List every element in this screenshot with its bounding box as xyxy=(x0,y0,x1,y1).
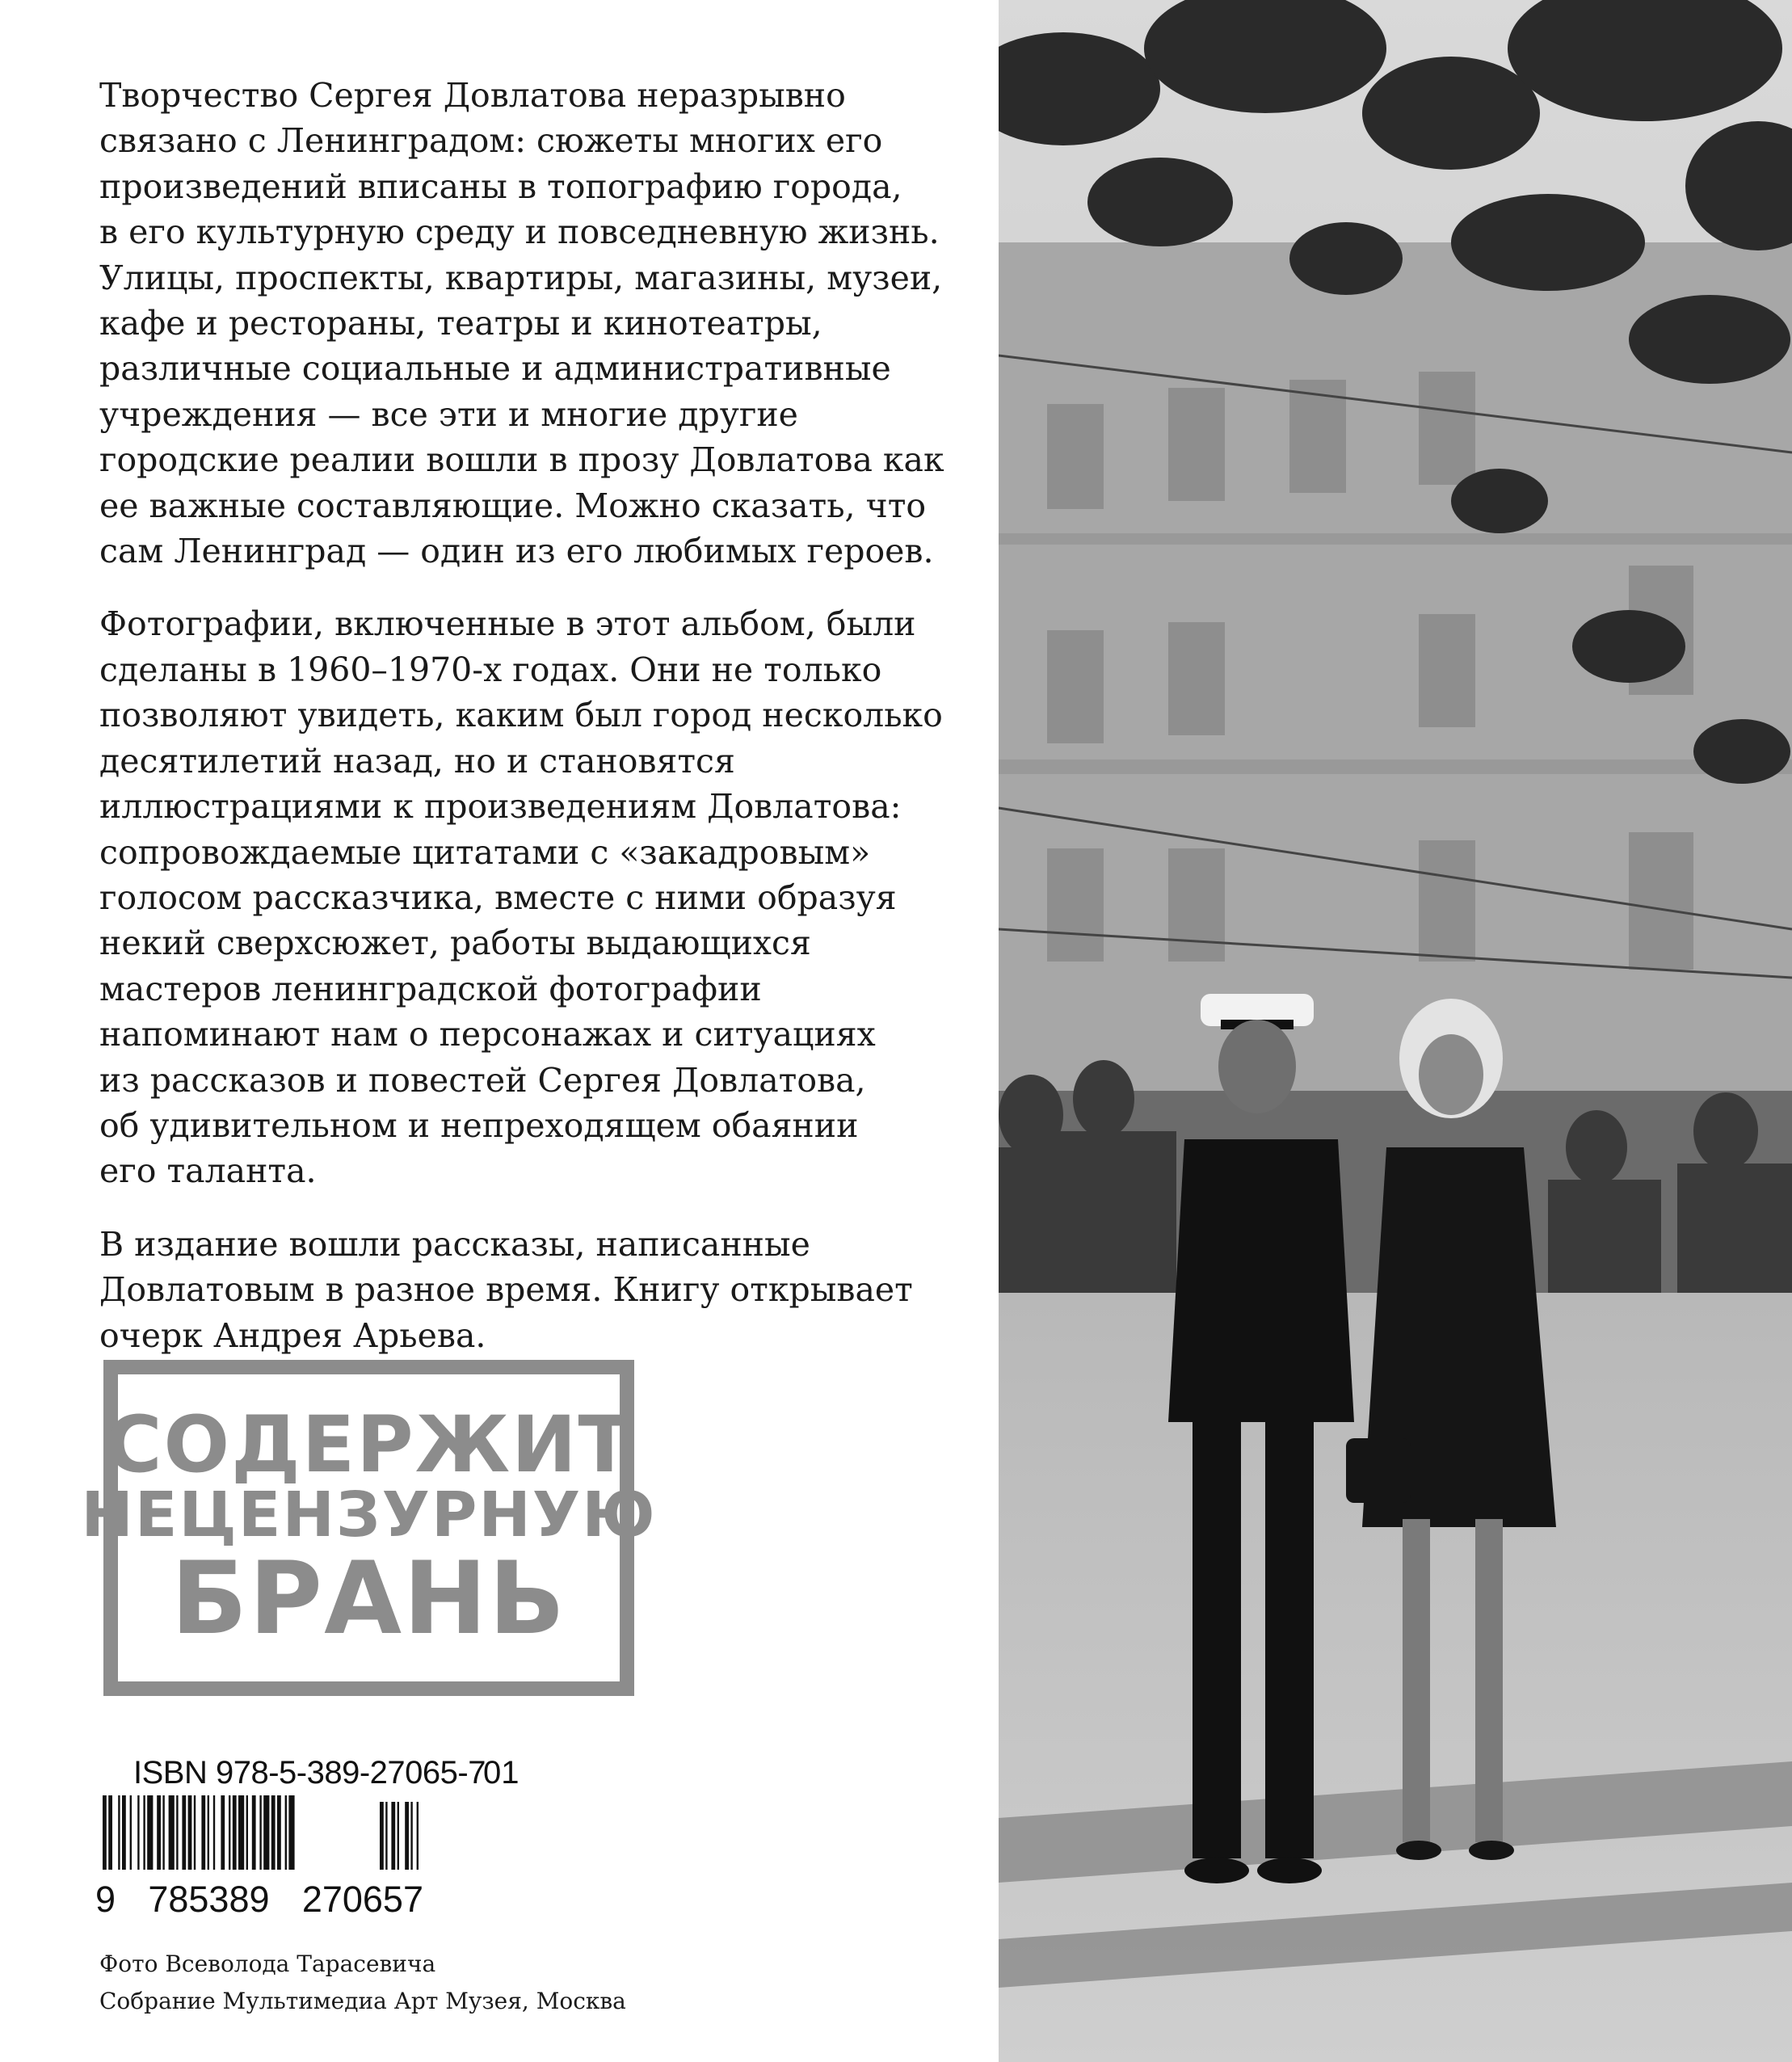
barcode-bar xyxy=(130,1795,132,1870)
isbn-barcode xyxy=(101,1795,424,1870)
barcode-bar xyxy=(182,1795,186,1870)
isbn-addon: 01 xyxy=(483,1755,520,1791)
text-line: Фотографии, включенные в этот альбом, были xyxy=(99,604,916,644)
barcode-bar xyxy=(271,1795,276,1870)
barcode-bar xyxy=(143,1795,145,1870)
text-line: В издание вошли рассказы, написанные xyxy=(99,1224,810,1264)
text-line: различные социальные и административные xyxy=(99,349,891,389)
credit-line-2: Собрание Мультимедиа Арт Музея, Москва xyxy=(99,1988,626,2014)
barcode-bar xyxy=(122,1795,126,1870)
barcode-bar xyxy=(288,1795,294,1870)
barcode-bar xyxy=(188,1795,192,1870)
street-photo-illustration xyxy=(999,0,1792,2062)
barcode-addon-bar xyxy=(410,1802,412,1870)
text-line: сам Ленинград — один из его любимых героев. xyxy=(99,532,934,571)
text-line: произведений вписаны в топографию города, xyxy=(99,166,902,206)
text-line: напоминают нам о персонажах и ситуациях xyxy=(99,1015,876,1054)
barcode-bar xyxy=(233,1795,237,1870)
barcode-bar xyxy=(147,1795,153,1870)
barcode-digits xyxy=(95,1879,423,1921)
text-line: учреждения — все эти и многие другие xyxy=(99,394,798,434)
text-line: городские реалии вошли в прозу Довлатова как xyxy=(99,440,944,480)
barcode-bar xyxy=(137,1795,139,1870)
barcode-addon-bar xyxy=(385,1802,387,1870)
annotation-text xyxy=(99,73,944,1386)
barcode-bar xyxy=(108,1795,112,1870)
barcode-bar xyxy=(176,1795,178,1870)
barcode-bar xyxy=(259,1795,261,1870)
text-line: мастеров ленинградской фотографии xyxy=(99,969,762,1008)
text-line: в его культурную среду и повседневную жизнь. xyxy=(99,213,940,252)
text-line: сделаны в 1960–1970-х годах. Они не только xyxy=(99,650,882,689)
text-line: об удивительном и непреходящем обаянии xyxy=(99,1105,859,1145)
text-line: Творчество Сергея Довлатова неразрывно xyxy=(99,76,846,115)
barcode-digit-left: 785389 xyxy=(148,1879,270,1920)
credit-line-1: Фото Всеволода Тарасевича xyxy=(99,1950,436,1977)
barcode-bar xyxy=(103,1795,107,1870)
barcode-bar xyxy=(213,1795,215,1870)
barcode-addon-bar xyxy=(417,1802,419,1870)
barcode-bar xyxy=(277,1795,281,1870)
text-line: связано с Ленинградом: сюжеты многих его xyxy=(99,121,883,161)
stamp-line-3: БРАНЬ xyxy=(170,1540,567,1657)
barcode-addon-bar xyxy=(380,1802,384,1870)
text-line: из рассказов и повестей Сергея Довлатова, xyxy=(99,1060,866,1100)
barcode-bar xyxy=(157,1795,161,1870)
text-line: сопровождаемые цитатами с «закадровым» xyxy=(99,832,871,872)
barcode-bar xyxy=(252,1795,256,1870)
text-line: Улицы, проспекты, квартиры, магазины, музеи, xyxy=(99,258,943,297)
barcode-digit-right: 270657 xyxy=(301,1879,423,1920)
text-line: его таланта. xyxy=(99,1151,317,1191)
barcode-addon-bar xyxy=(405,1802,409,1870)
barcode-bar xyxy=(194,1795,196,1870)
barcode-bar xyxy=(221,1795,225,1870)
barcode-bar xyxy=(118,1795,120,1870)
barcode-bar xyxy=(285,1795,287,1870)
paragraph-2 xyxy=(99,601,943,1193)
photo-credits xyxy=(99,1946,626,2020)
text-line: некий сверхсюжет, работы выдающихся xyxy=(99,924,811,963)
paragraph-1 xyxy=(99,73,944,574)
paragraph-3 xyxy=(99,1222,923,1358)
text-line: позволяют увидеть, каким был город несколько xyxy=(99,696,943,735)
barcode-bar xyxy=(238,1795,244,1870)
cover-photo xyxy=(999,0,1792,2062)
text-line: десятилетий назад, но и становятся xyxy=(99,741,735,781)
profanity-warning-stamp xyxy=(81,1360,657,1696)
barcode-bar xyxy=(246,1795,248,1870)
barcode-bar xyxy=(201,1795,205,1870)
text-line: кафе и рестораны, театры и кинотеатры, xyxy=(99,304,822,343)
barcode-bar xyxy=(162,1795,164,1870)
barcode-bar xyxy=(169,1795,175,1870)
barcode-addon-bar xyxy=(398,1802,399,1870)
stamp-line-2: НЕЦЕНЗУРНУЮ xyxy=(81,1479,657,1552)
barcode-bar xyxy=(263,1795,269,1870)
barcode-bar xyxy=(208,1795,209,1870)
text-line: голосом рассказчика, вместе с ними образуя xyxy=(99,877,897,917)
text-line: Довлатовым в разное время. Книгу открывает xyxy=(99,1270,913,1310)
stamp-line-1: СОДЕРЖИТ xyxy=(105,1399,633,1490)
text-line: очерк Андрея Арьева. xyxy=(99,1315,486,1355)
isbn-label: ISBN 978-5-389-27065-7 xyxy=(133,1755,486,1791)
text-line: иллюстрациями к произведениям Довлатова: xyxy=(99,787,902,827)
barcode-digit-first: 9 xyxy=(95,1879,116,1920)
barcode-bar xyxy=(229,1795,230,1870)
text-line: ее важные составляющие. Можно сказать, что xyxy=(99,486,927,525)
barcode-addon-bar xyxy=(391,1802,395,1870)
